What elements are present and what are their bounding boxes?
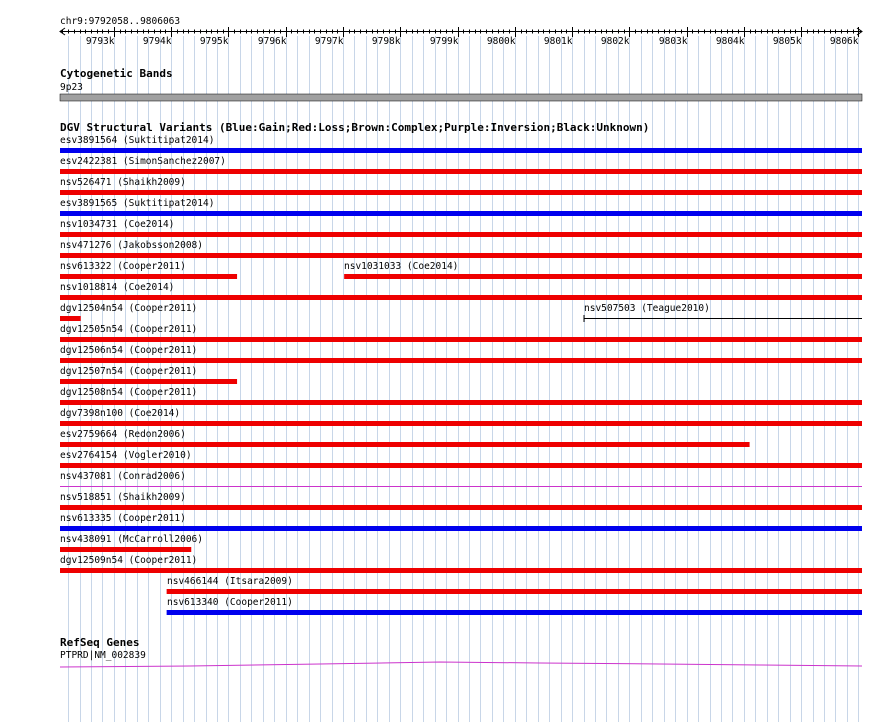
ruler-tick-label: 9801k (543, 36, 573, 47)
sv-feature-label: nsv613335 (Cooper2011) (60, 513, 186, 524)
ruler-tick-label: 9803k (658, 36, 688, 47)
ruler-tick-label: 9797k (314, 36, 344, 47)
sv-feature-label: esv2422381 (SimonSanchez2007) (60, 156, 226, 167)
coordinate-ruler[interactable] (60, 27, 862, 47)
sv-feature[interactable] (60, 471, 862, 487)
sv-feature-bar[interactable] (60, 379, 237, 384)
sv-feature-bar[interactable] (60, 337, 862, 342)
sv-feature-label: nsv1031033 (Coe2014) (344, 261, 459, 272)
sv-feature-bar[interactable] (60, 316, 81, 321)
sv-feature-label: nsv471276 (Jakobsson2008) (60, 240, 203, 251)
sv-feature[interactable] (167, 597, 862, 615)
ruler-tick-label: 9800k (486, 36, 516, 47)
sv-feature-label: esv2764154 (Vogler2010) (60, 450, 192, 461)
sv-feature[interactable] (60, 450, 862, 468)
gene-feature-line[interactable] (60, 662, 862, 667)
sv-feature-bar[interactable] (167, 610, 862, 615)
sv-feature-bar[interactable] (60, 526, 862, 531)
sv-feature[interactable] (584, 303, 862, 322)
sv-feature[interactable] (60, 135, 862, 153)
ruler-tick-label: 9802k (600, 36, 630, 47)
gene-label: PTPRD|NM_002839 (60, 650, 146, 661)
sv-feature-bar[interactable] (60, 274, 237, 279)
ruler-tick-label: 9793k (85, 36, 115, 47)
sv-feature[interactable] (60, 513, 862, 531)
sv-feature[interactable] (60, 219, 862, 237)
sv-feature-label: nsv507503 (Teague2010) (584, 303, 710, 314)
sv-feature[interactable] (60, 303, 197, 321)
sv-feature[interactable] (60, 261, 237, 279)
sv-feature-label: nsv518851 (Shaikh2009) (60, 492, 186, 503)
sv-feature[interactable] (60, 282, 862, 300)
sv-feature-label: dgv12509n54 (Cooper2011) (60, 555, 198, 566)
ruler-tick-label: 9794k (142, 36, 172, 47)
sv-feature-bar[interactable] (60, 211, 862, 216)
ruler-tick-label: 9798k (371, 36, 401, 47)
ruler-tick-label: 9806k (829, 36, 859, 47)
ruler-tick-label: 9795k (199, 36, 229, 47)
sv-feature-label: dgv12504n54 (Cooper2011) (60, 303, 198, 314)
cytoband-track (60, 67, 862, 101)
sv-feature-bar[interactable] (60, 232, 862, 237)
sv-feature-label: esv2759664 (Redon2006) (60, 429, 186, 440)
sv-feature-label: nsv466144 (Itsara2009) (167, 576, 293, 587)
sv-feature-bar[interactable] (60, 442, 750, 447)
sv-feature-label: nsv1034731 (Coe2014) (60, 219, 175, 230)
cytoband-track-title: Cytogenetic Bands (60, 67, 173, 80)
dgv-features (60, 135, 862, 615)
sv-feature-bar[interactable] (60, 148, 862, 153)
sv-feature-bar[interactable] (60, 547, 191, 552)
sv-feature[interactable] (344, 261, 862, 279)
cytoband-name: 9p23 (60, 82, 83, 93)
sv-feature-bar[interactable] (60, 568, 862, 573)
sv-feature[interactable] (60, 534, 203, 552)
sv-feature-label: nsv526471 (Shaikh2009) (60, 177, 186, 188)
sv-feature-label: esv3891564 (Suktitipat2014) (60, 135, 215, 146)
sv-feature-label: nsv613340 (Cooper2011) (167, 597, 293, 608)
ruler-tick-label: 9799k (429, 36, 459, 47)
sv-feature-bar[interactable] (60, 463, 862, 468)
sv-feature-label: nsv1018814 (Coe2014) (60, 282, 175, 293)
sv-feature[interactable] (60, 429, 750, 447)
region-header (60, 16, 862, 47)
sv-feature-bar[interactable] (344, 274, 862, 279)
ruler-tick-label: 9805k (772, 36, 802, 47)
sv-feature[interactable] (60, 366, 237, 384)
refseq-track (60, 636, 862, 667)
region-label: chr9:9792058..9806063 (60, 16, 181, 27)
sv-feature-label: dgv7398n100 (Coe2014) (60, 408, 181, 419)
sv-feature[interactable] (60, 177, 862, 195)
sv-feature-bar[interactable] (60, 295, 862, 300)
ruler-tick-label: 9804k (715, 36, 745, 47)
sv-feature-bar[interactable] (60, 253, 862, 258)
sv-feature[interactable] (60, 324, 862, 342)
sv-feature-label: dgv12505n54 (Cooper2011) (60, 324, 198, 335)
sv-feature[interactable] (60, 198, 862, 216)
sv-feature[interactable] (60, 555, 862, 573)
sv-feature-label: esv3891565 (Suktitipat2014) (60, 198, 215, 209)
sv-feature[interactable] (60, 408, 862, 426)
sv-feature-bar[interactable] (60, 358, 862, 363)
sv-feature-bar[interactable] (167, 589, 862, 594)
sv-feature-bar[interactable] (60, 505, 862, 510)
sv-feature-bar[interactable] (60, 190, 862, 195)
sv-feature[interactable] (60, 387, 862, 405)
sv-feature-label: nsv437081 (Conrad2006) (60, 471, 186, 482)
sv-feature-bar[interactable] (60, 400, 862, 405)
sv-feature[interactable] (60, 345, 862, 363)
ruler-tick-label: 9796k (257, 36, 287, 47)
sv-feature-label: dgv12508n54 (Cooper2011) (60, 387, 198, 398)
sv-feature-label: nsv438091 (McCarroll2006) (60, 534, 203, 545)
sv-feature[interactable] (60, 156, 862, 174)
dgv-track-title: DGV Structural Variants (Blue:Gain;Red:Loss;Brown:Complex;Purple:Inversion;Black:Unknown) (60, 121, 650, 134)
dgv-track (60, 121, 862, 615)
refseq-track-title: RefSeq Genes (60, 636, 140, 649)
sv-feature[interactable] (60, 492, 862, 510)
cytoband-bar[interactable] (60, 94, 862, 101)
sv-feature-bar[interactable] (60, 421, 862, 426)
sv-feature-bar[interactable] (60, 169, 862, 174)
sv-feature-label: dgv12506n54 (Cooper2011) (60, 345, 198, 356)
sv-feature[interactable] (60, 240, 862, 258)
sv-feature-label: nsv613322 (Cooper2011) (60, 261, 186, 272)
sv-feature-label: dgv12507n54 (Cooper2011) (60, 366, 198, 377)
sv-feature[interactable] (167, 576, 862, 594)
